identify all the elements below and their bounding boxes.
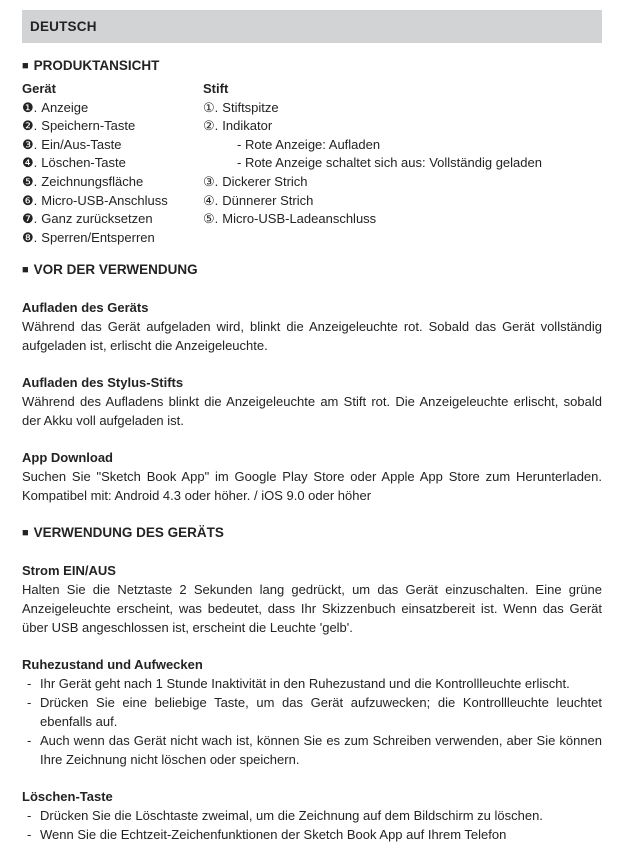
pen-item-label: Indikator xyxy=(222,118,273,134)
section-bullet-icon: ■ xyxy=(22,264,29,277)
block-heading: Ruhezustand und Aufwecken xyxy=(22,657,203,673)
dash-list-item xyxy=(22,806,602,825)
device-item-label: Ganz zurücksetzen xyxy=(41,211,153,227)
block-heading: Strom EIN/AUS xyxy=(22,563,116,579)
pen-item-label: Dünnerer Strich xyxy=(222,192,314,208)
pen-item-marker: ⑤. xyxy=(203,211,219,227)
dash-list-item xyxy=(22,674,602,693)
device-item-label: Löschen-Taste xyxy=(41,155,126,171)
block-heading: Löschen-Taste xyxy=(22,789,113,805)
pen-item-label: Stiftspitze xyxy=(222,99,279,115)
pen-item xyxy=(203,173,602,192)
pen-item-label: Micro-USB-Ladeanschluss xyxy=(222,211,377,227)
device-item xyxy=(22,99,203,118)
block-aufladen-geraet xyxy=(22,298,602,355)
device-item-label: Ein/Aus-Taste xyxy=(41,136,122,152)
device-item xyxy=(22,210,203,229)
pen-item-marker: ③. xyxy=(203,173,219,189)
section-title-label: VERWENDUNG DES GERÄTS xyxy=(33,525,224,541)
device-item-marker: ❼. xyxy=(22,211,38,227)
dash-item-text: Drücken Sie die Löschtaste zweimal, um die Zeichnung auf dem Bildschirm zu löschen. xyxy=(40,808,543,824)
pen-item-subnote: - Rote Anzeige: Aufladen xyxy=(237,136,381,152)
pen-item xyxy=(203,99,602,118)
section-title-vor-der-verwendung xyxy=(22,260,602,281)
device-item-marker: ❸. xyxy=(22,136,38,152)
pen-item-label: Dickerer Strich xyxy=(222,173,308,189)
dash-item-text: Drücken Sie eine beliebige Taste, um das Gerät aufzuwecken; die Kontrollleuchte leuchtet ebenfalls auf. xyxy=(40,695,602,730)
device-column-heading: Gerät xyxy=(22,81,56,96)
device-item-marker: ❻. xyxy=(22,192,38,208)
section-title-label: PRODUKTANSICHT xyxy=(33,58,160,73)
dash-list-item xyxy=(22,731,602,769)
pen-column-heading: Stift xyxy=(203,81,229,96)
block-heading: Aufladen des Geräts xyxy=(22,300,149,316)
dash-icon: - xyxy=(27,733,32,749)
pen-item xyxy=(203,192,602,211)
block-loeschen-taste xyxy=(22,787,602,844)
block-heading: Aufladen des Stylus-Stifts xyxy=(22,375,184,391)
dash-item-text: Ihr Gerät geht nach 1 Stunde Inaktivität in den Ruhezustand und die Kontrollleuchte erlischt. xyxy=(40,676,570,692)
block-aufladen-stylus xyxy=(22,373,602,430)
device-item xyxy=(22,117,203,136)
section-bullet-icon: ■ xyxy=(22,527,29,540)
section-title-label: VOR DER VERWENDUNG xyxy=(33,262,198,278)
device-item-marker: ❹. xyxy=(22,155,38,171)
pen-item-marker: ②. xyxy=(203,118,219,134)
section-title-produktansicht xyxy=(22,56,602,77)
dash-icon: - xyxy=(27,695,32,711)
dash-list-item xyxy=(22,693,602,731)
dash-icon: - xyxy=(27,808,32,824)
device-item-label: Zeichnungsfläche xyxy=(41,173,144,189)
device-item-marker: ❷. xyxy=(22,118,38,134)
device-item-marker: ❺. xyxy=(22,173,38,189)
dash-icon: - xyxy=(27,827,32,843)
block-strom-ein-aus xyxy=(22,561,602,637)
pen-item-marker: ①. xyxy=(203,99,219,115)
dash-icon: - xyxy=(27,676,32,692)
section-bullet-icon: ■ xyxy=(22,60,29,72)
device-item xyxy=(22,154,203,173)
pen-column xyxy=(203,80,602,247)
dash-item-text: Wenn Sie die Echtzeit-Zeichenfunktionen der Sketch Book App auf Ihrem Telefon xyxy=(40,827,507,843)
device-item xyxy=(22,136,203,155)
pen-item xyxy=(203,210,602,229)
language-header xyxy=(22,10,602,43)
device-item-label: Speichern-Taste xyxy=(41,118,136,134)
language-header-label: DEUTSCH xyxy=(30,19,97,34)
block-ruhezustand xyxy=(22,655,602,769)
device-item-label: Sperren/Entsperren xyxy=(41,229,155,245)
device-item-label: Micro-USB-Anschluss xyxy=(41,192,168,208)
device-item-label: Anzeige xyxy=(41,99,89,115)
dash-list-item xyxy=(22,825,602,844)
paragraph: Suchen Sie "Sketch Book App" im Google Play Store oder Apple App Store zum Herunterladen. Kompatibel mit: Android 4.3 oder höher. / iOS 9.0 oder höher xyxy=(22,469,602,504)
block-app-download xyxy=(22,448,602,505)
paragraph: Halten Sie die Netztaste 2 Sekunden lang gedrückt, um das Gerät einzuschalten. Eine grüne Anzeigeleuchte erscheint, was bedeutet, dass Ihr Skizzenbuch einsatzbereit ist. Wenn das Gerät über USB angeschlossen ist, erscheint die Leuchte 'gelb'. xyxy=(22,582,602,636)
paragraph: Während das Gerät aufgeladen wird, blinkt die Anzeigeleuchte rot. Sobald das Gerät vollständig aufgeladen ist, erlischt die Anzeigeleuchte. xyxy=(22,319,602,354)
section-title-verwendung xyxy=(22,523,602,544)
pen-item xyxy=(203,117,602,136)
device-item xyxy=(22,229,203,248)
pen-item-marker: ④. xyxy=(203,192,219,208)
device-column xyxy=(22,80,203,247)
product-view-columns xyxy=(22,80,602,247)
dash-item-text: Auch wenn das Gerät nicht wach ist, können Sie es zum Schreiben verwenden, aber Sie können Ihre Zeichnung nicht löschen oder speichern. xyxy=(40,733,602,768)
device-item-marker: ❽. xyxy=(22,229,38,245)
device-item xyxy=(22,192,203,211)
paragraph: Während des Aufladens blinkt die Anzeigeleuchte am Stift rot. Die Anzeigeleuchte erlischt, sobald der Akku voll aufgeladen ist. xyxy=(22,394,602,429)
pen-item-subnote: - Rote Anzeige schaltet sich aus: Vollständig geladen xyxy=(237,155,542,171)
device-item-marker: ❶. xyxy=(22,99,38,115)
block-heading: App Download xyxy=(22,450,113,466)
device-item xyxy=(22,173,203,192)
